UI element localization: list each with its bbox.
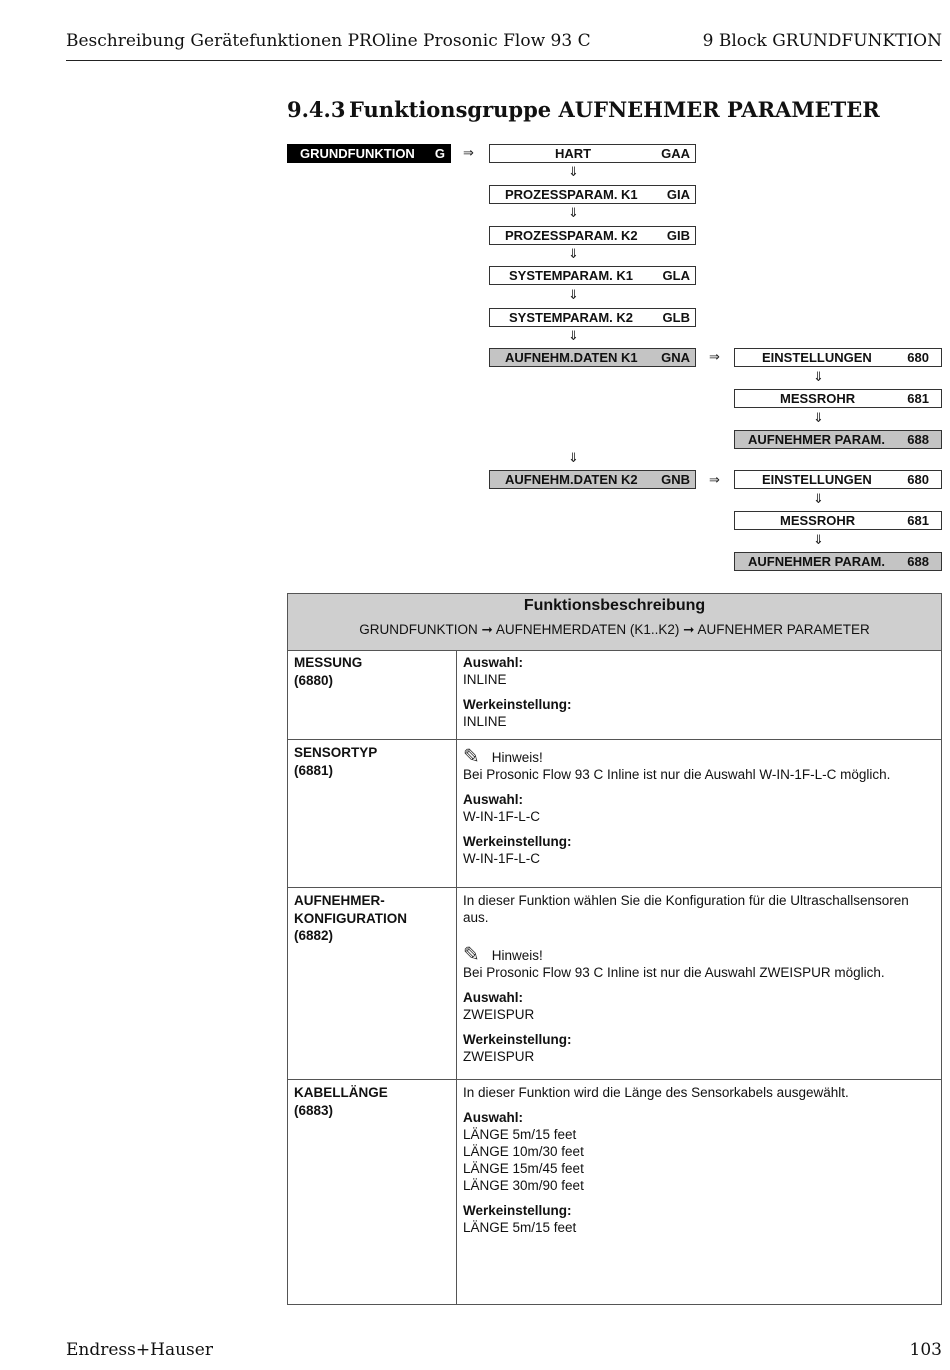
root-code: G [434, 146, 445, 161]
running-header-right: 9 Block GRUNDFUNKTION [702, 31, 942, 51]
function-name: SENSORTYP [294, 745, 378, 760]
group-code: GLA [662, 268, 690, 283]
sub-box-messrohr-k2[interactable] [734, 511, 942, 530]
auswahl-option: LÄNGE 10m/30 feet [463, 1144, 584, 1159]
function-name: KABELLÄNGE [294, 1085, 388, 1100]
hint-text: Bei Prosonic Flow 93 C Inline ist nur die Auswahl ZWEISPUR möglich. [463, 965, 885, 980]
sub-box-einstellungen-k2[interactable] [734, 470, 942, 489]
function-code: (6882) [294, 928, 334, 943]
group-code: GNA [661, 350, 690, 365]
intro-text: In dieser Funktion wird die Länge des Sensorkabels ausgewählt. [463, 1085, 849, 1100]
auswahl-label: Auswahl: [463, 990, 524, 1005]
auswahl-label: Auswahl: [463, 792, 524, 807]
arrow-right-icon: ⇒ [709, 473, 720, 488]
function-description-cell [463, 1084, 933, 1236]
arrow-down-icon: ⇓ [813, 492, 824, 507]
sub-code: 680 [907, 472, 929, 487]
arrow-down-icon: ⇓ [568, 329, 579, 344]
path-item: GRUNDFUNKTION [359, 622, 478, 637]
arrow-right-icon: ⇒ [463, 146, 474, 161]
arrow-down-icon: ⇓ [568, 206, 579, 221]
function-name-line1: AUFNEHMER- [294, 893, 385, 908]
function-description-cell [463, 892, 933, 1065]
auswahl-value: W-IN-1F-L-C [463, 809, 540, 824]
werkeinstellung-label: Werkeinstellung: [463, 697, 572, 712]
arrow-right-icon: ⇒ [709, 350, 720, 365]
function-name-cell [294, 1084, 449, 1119]
table-row-aufnehmer-konfiguration [288, 888, 941, 1080]
hint-line [463, 744, 933, 766]
auswahl-label: Auswahl: [463, 1110, 524, 1125]
pencil-hint-icon: ✎ [463, 744, 480, 768]
page-number: 103 [909, 1340, 942, 1360]
arrow-down-icon: ⇓ [568, 247, 579, 262]
function-code: (6883) [294, 1102, 334, 1118]
section-heading: Funktionsgruppe AUFNEHMER PARAMETER [349, 97, 880, 122]
group-box-aufnehm-daten-k1[interactable] [489, 348, 696, 367]
arrow-down-icon: ⇓ [568, 288, 579, 303]
footer-brand: Endress+Hauser [66, 1340, 213, 1360]
sub-box-messrohr-k1[interactable] [734, 389, 942, 408]
table-header [288, 594, 941, 651]
sub-box-einstellungen-k1[interactable] [734, 348, 942, 367]
group-box-prozessparam-k2[interactable] [489, 226, 696, 245]
path-item: AUFNEHMERDATEN (K1..K2) [495, 622, 680, 637]
werkeinstellung-value: W-IN-1F-L-C [463, 851, 540, 866]
arrow-down-icon: ⇓ [813, 370, 824, 385]
hint-text: Bei Prosonic Flow 93 C Inline ist nur die Auswahl W-IN-1F-L-C möglich. [463, 767, 891, 782]
auswahl-label: Auswahl: [463, 655, 524, 670]
path-arrow-icon: ➞ [481, 622, 493, 637]
werkeinstellung-value: ZWEISPUR [463, 1049, 535, 1064]
table-path [288, 622, 941, 638]
auswahl-option: LÄNGE 30m/90 feet [463, 1178, 584, 1193]
sub-label: EINSTELLUNGEN [762, 350, 872, 365]
group-box-systemparam-k2[interactable] [489, 308, 696, 327]
auswahl-option: LÄNGE 15m/45 feet [463, 1161, 584, 1176]
sub-box-aufnehmer-param-k2[interactable] [734, 552, 942, 571]
path-arrow-icon: ➞ [683, 622, 695, 637]
auswahl-option: LÄNGE 5m/15 feet [463, 1127, 577, 1142]
group-box-hart[interactable] [489, 144, 696, 163]
group-code: GIB [666, 228, 690, 243]
sub-code: 681 [907, 513, 929, 528]
werkeinstellung-label: Werkeinstellung: [463, 1203, 572, 1218]
sub-label: MESSROHR [780, 391, 856, 406]
running-header-left: Beschreibung Gerätefunktionen PROline Prosonic Flow 93 C [66, 31, 591, 51]
group-box-aufnehm-daten-k2[interactable] [489, 470, 696, 489]
function-code: (6881) [294, 762, 334, 778]
sub-label: AUFNEHMER PARAM. [748, 432, 885, 447]
hint-line [463, 942, 933, 964]
group-label: HART [555, 146, 592, 161]
sub-code: 688 [907, 432, 929, 447]
section-number: 9.4.3 [287, 97, 346, 122]
sub-box-aufnehmer-param-k1[interactable] [734, 430, 942, 449]
hint-label: Hinweis! [491, 948, 543, 963]
function-description-cell [463, 654, 933, 730]
sub-code: 688 [907, 554, 929, 569]
sub-label: EINSTELLUNGEN [762, 472, 872, 487]
sub-code: 680 [907, 350, 929, 365]
group-label: AUFNEHM.DATEN K2 [505, 472, 638, 487]
group-box-prozessparam-k1[interactable] [489, 185, 696, 204]
werkeinstellung-value: INLINE [463, 714, 507, 729]
function-name: MESSUNG [294, 655, 363, 670]
table-row-sensortyp [288, 740, 941, 888]
function-name-cell [294, 892, 449, 945]
group-label: AUFNEHM.DATEN K1 [505, 350, 638, 365]
arrow-down-icon: ⇓ [813, 533, 824, 548]
arrow-down-icon: ⇓ [568, 451, 579, 466]
group-box-systemparam-k1[interactable] [489, 266, 696, 285]
function-code: (6880) [294, 672, 334, 688]
auswahl-value: INLINE [463, 672, 507, 687]
werkeinstellung-label: Werkeinstellung: [463, 834, 572, 849]
sub-code: 681 [907, 391, 929, 406]
werkeinstellung-value: LÄNGE 5m/15 feet [463, 1220, 577, 1235]
table-row-messung [288, 650, 941, 740]
function-description-cell [463, 744, 933, 867]
pencil-hint-icon: ✎ [463, 942, 480, 966]
table-row-kabellaenge [288, 1080, 941, 1304]
diagram-root-box[interactable] [287, 144, 451, 163]
section-title [287, 97, 880, 122]
group-label: PROZESSPARAM. K1 [505, 187, 638, 202]
intro-text: In dieser Funktion wählen Sie die Konfiguration für die Ultraschallsensoren aus. [463, 893, 909, 925]
header-rule [66, 60, 942, 61]
werkeinstellung-label: Werkeinstellung: [463, 1032, 572, 1047]
sub-label: MESSROHR [780, 513, 856, 528]
function-name-cell [294, 744, 449, 779]
sub-label: AUFNEHMER PARAM. [748, 554, 885, 569]
function-name-line2: KONFIGURATION [294, 910, 407, 926]
group-label: SYSTEMPARAM. K1 [509, 268, 633, 283]
table-title: Funktionsbeschreibung [523, 597, 706, 614]
group-label: SYSTEMPARAM. K2 [509, 310, 633, 325]
arrow-down-icon: ⇓ [813, 411, 824, 426]
group-code: GNB [661, 472, 690, 487]
auswahl-value: ZWEISPUR [463, 1007, 535, 1022]
arrow-down-icon: ⇓ [568, 165, 579, 180]
group-code: GIA [666, 187, 690, 202]
function-description-table [287, 593, 942, 1305]
group-label: PROZESSPARAM. K2 [505, 228, 638, 243]
group-code: GLB [662, 310, 690, 325]
path-item: AUFNEHMER PARAMETER [697, 622, 870, 637]
hint-label: Hinweis! [491, 750, 543, 765]
function-name-cell [294, 654, 449, 689]
root-label: GRUNDFUNKTION [300, 146, 415, 161]
group-code: GAA [661, 146, 690, 161]
